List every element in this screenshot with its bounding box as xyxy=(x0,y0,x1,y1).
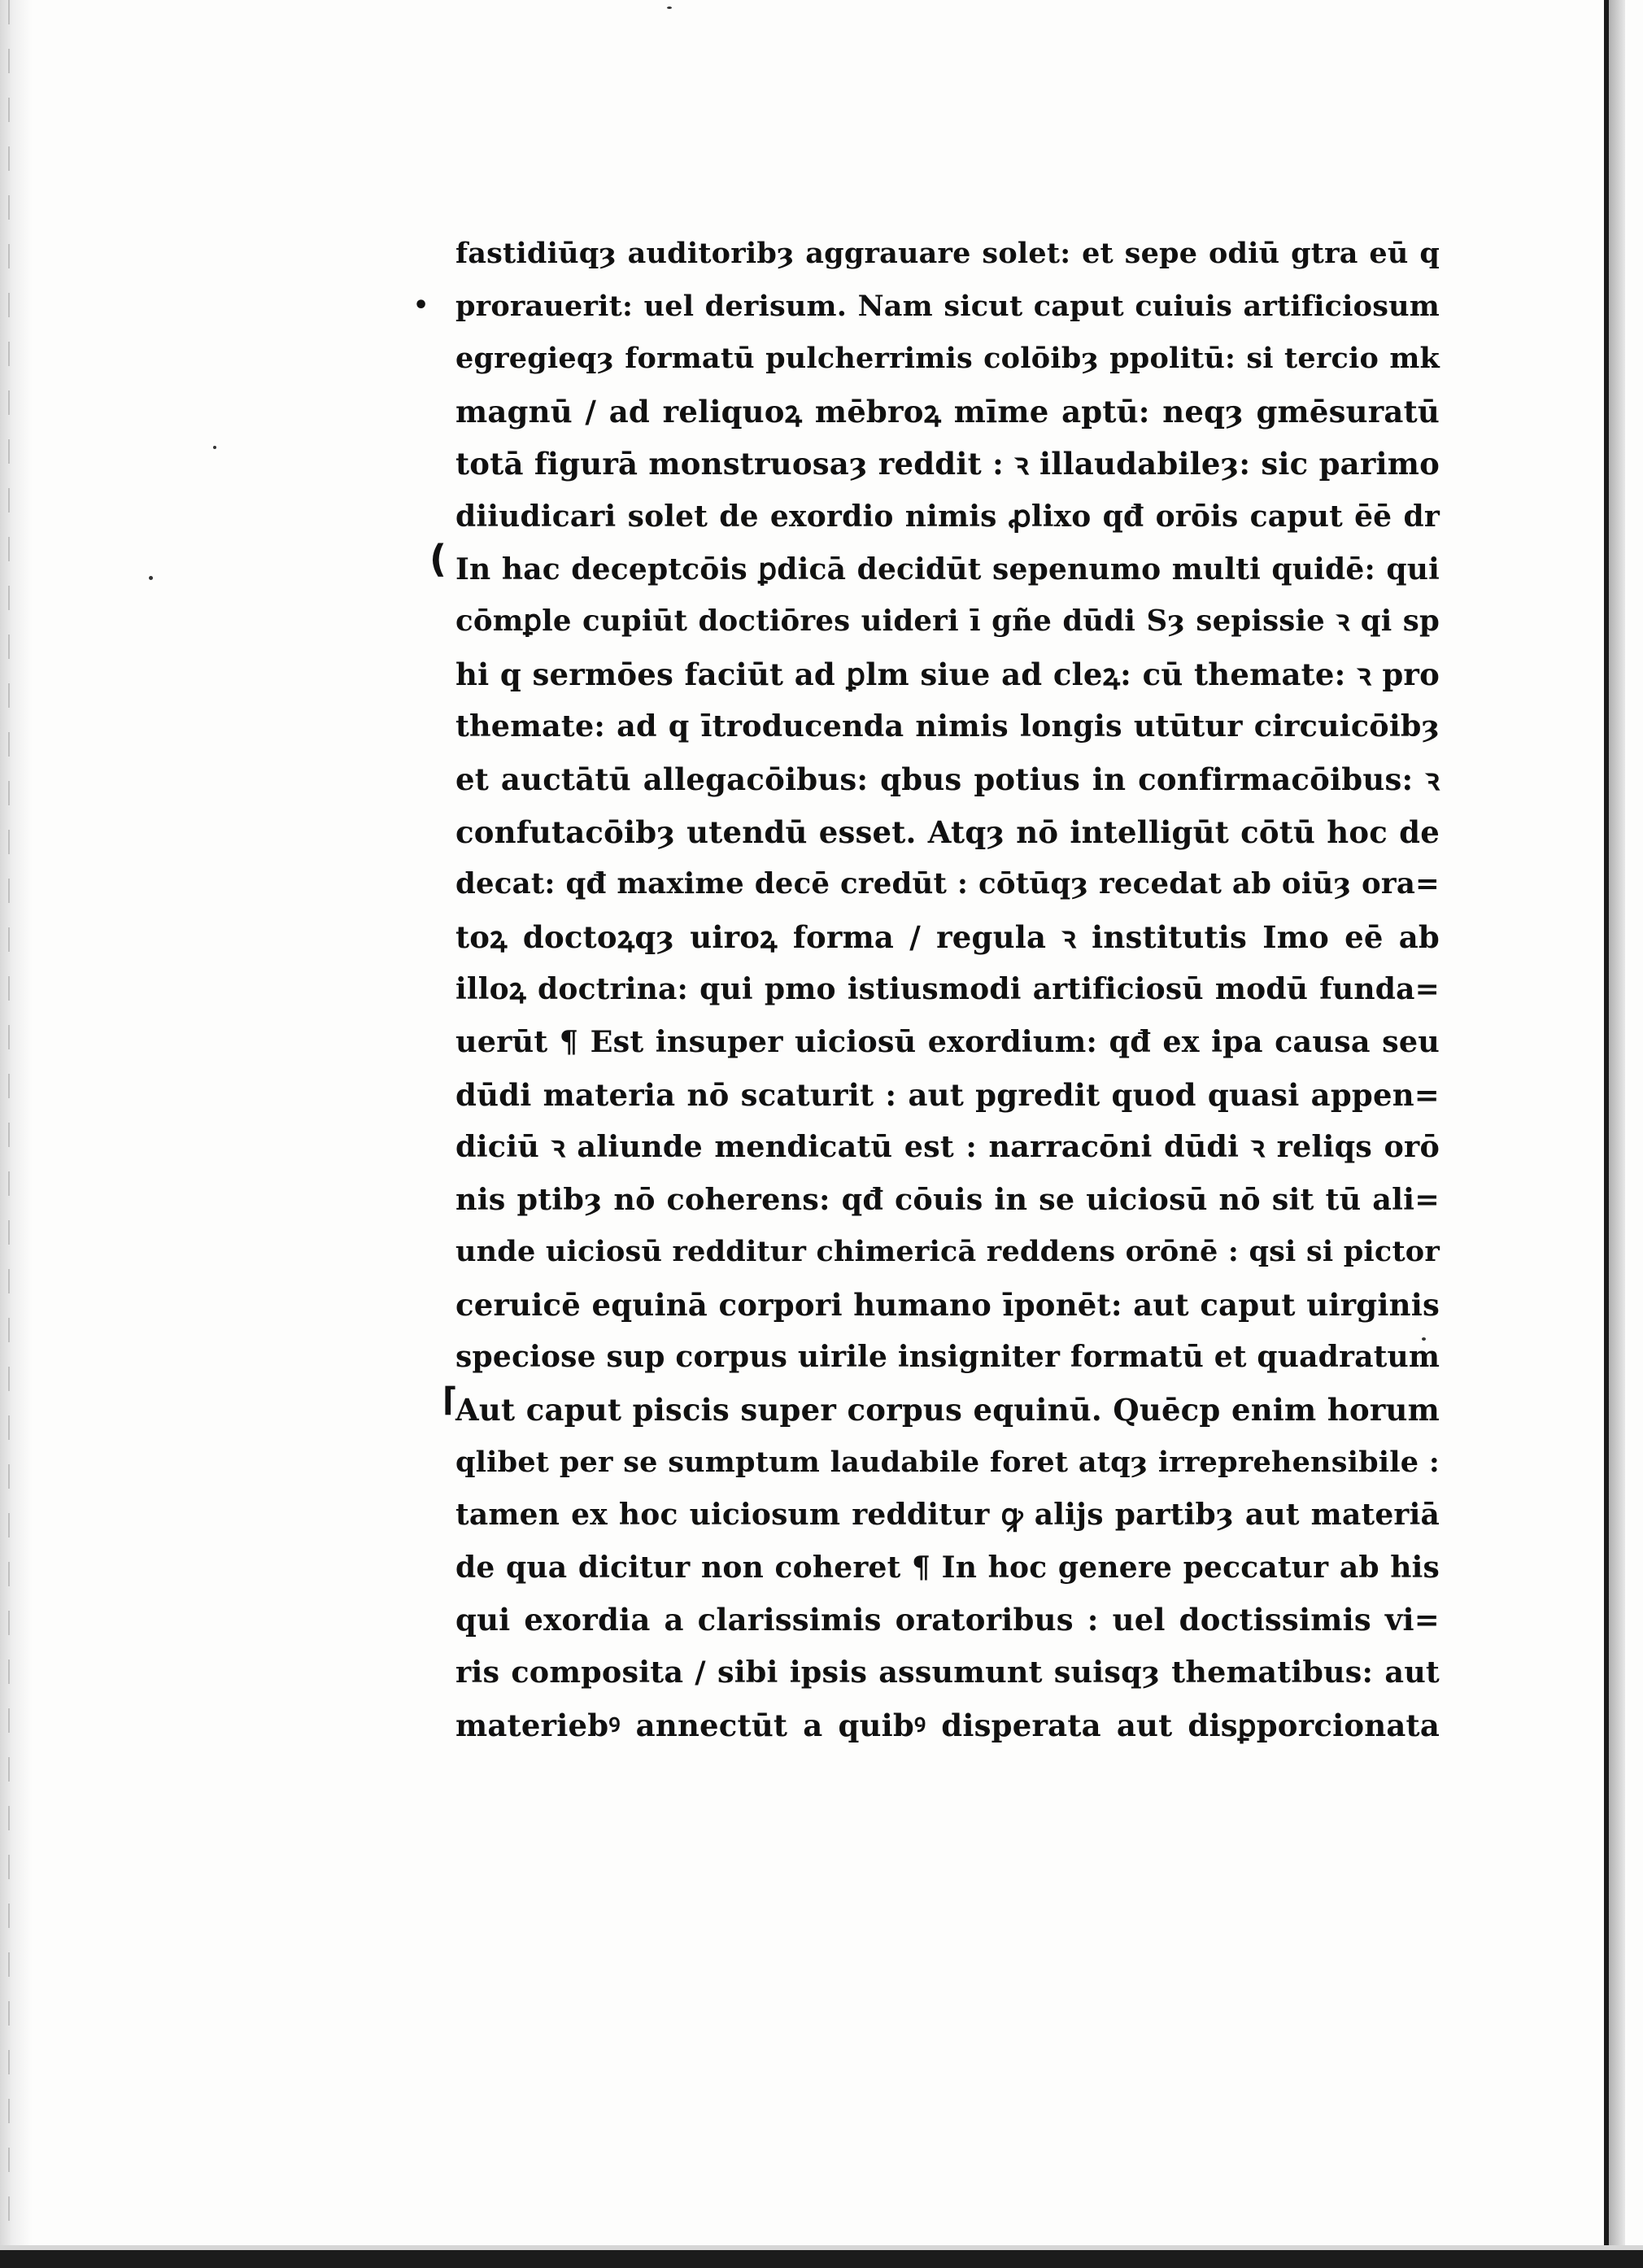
text-line: speciose sup corpus uirile insigniter formatū et quadratum xyxy=(455,1340,1440,1375)
ink-speck xyxy=(149,576,153,580)
text-line: materiebꝰ annectūt a quibꝰ disperata aut disꝑporcionata xyxy=(455,1707,1440,1743)
leaf-edge-shadow xyxy=(1609,0,1625,2257)
text-line: toꝝ doctoꝝqȝ uiroꝝ forma / regula ꝛ institutis Imo eē ab xyxy=(455,918,1440,955)
text-line: tamen ex hoc uiciosum redditur ꝙ alijs partibȝ aut materiā xyxy=(455,1498,1440,1533)
text-line: ris composita / sibi ipsis assumunt suisqȝ thematibus: aut xyxy=(455,1655,1440,1690)
text-line: de qua dicitur non coheret ¶ In hoc genere peccatur ab his xyxy=(455,1550,1440,1585)
margin-dot-mark: • xyxy=(413,291,429,320)
text-line: Aut caput piscis super corpus equinū. Quēcp enim horum xyxy=(455,1392,1440,1428)
text-line: decat: qđ maxime decē credūt : cōtūqȝ recedat ab oiūȝ ora= xyxy=(455,867,1440,901)
text-line: themate: ad q ītroducenda nimis longis utūtur circuicōibȝ xyxy=(455,709,1440,744)
text-line: unde uiciosū redditur chimericā reddens orōnē : qsi si pictor xyxy=(455,1235,1440,1269)
text-line: diciū ꝛ aliunde mendicatū est : narracōni dūdi ꝛ reliqs orō xyxy=(455,1129,1440,1165)
text-line: confutacōibȝ utendū esset. Atqȝ nō intelligūt cōtū hoc de xyxy=(455,813,1440,850)
bottom-edge xyxy=(0,2250,1643,2268)
text-line: illoꝝ doctrina: qui pmo istiusmodi artificiosū modū funda= xyxy=(455,972,1440,1007)
text-line: egregieqȝ formatū pulcherrimis colōibȝ ppolitū: si tercio mk xyxy=(455,342,1440,376)
text-line: totā figurā monstruosaȝ reddit : ꝛ illaudabileȝ: sic parimo xyxy=(455,446,1440,482)
text-line: cōmꝑle cupiūt doctiōres uideri ī gñe dūdi Sȝ sepissie ꝛ qi sp xyxy=(455,604,1440,639)
text-line: et auctātū allegacōibus: qbus potius in confirmacōibus: ꝛ xyxy=(455,761,1440,797)
text-line: fastidiūqȝ auditoribȝ aggrauare solet: et sepe odiū gtra eū q xyxy=(455,237,1440,270)
text-line: In hac deceptcōis ꝑdicā decidūt sepenumo multi quidē: qui xyxy=(455,552,1440,587)
text-line: diiudicari solet de exordio nimis ꝓlixo qđ orōis caput ēē dr xyxy=(455,499,1440,534)
text-line: qui exordia a clarissimis oratoribus : uel doctissimis vi= xyxy=(455,1602,1440,1638)
text-line: nis ptibȝ nō coherens: qđ cōuis in se uiciosū nō sit tū ali= xyxy=(455,1181,1440,1217)
text-line: dūdi materia nō scaturit : aut pgredit quod quasi appen= xyxy=(455,1076,1440,1113)
paragraph-mark: ⌈ xyxy=(442,1381,458,1419)
text-line: qlibet per se sumptum laudabile foret atqȝ irreprehensibile : xyxy=(455,1445,1440,1479)
text-line: hi q sermōes faciūt ad ꝑlm siue ad cleꝝ: cū themate: ꝛ pro xyxy=(455,656,1440,692)
paragraph-mark: ( xyxy=(429,537,447,581)
text-line: ceruicē equinā corpori humano īponēt: aut caput uirginis xyxy=(455,1286,1440,1323)
text-line: prorauerit: uel derisum. Nam sicut caput cuiuis artificiosum xyxy=(455,289,1440,323)
ink-speck xyxy=(213,446,216,449)
ink-speck xyxy=(667,7,672,9)
text-line: magnū / ad reliquoꝝ mēbroꝝ mīme aptū: neqȝ gmēsuratū xyxy=(455,393,1440,430)
binding-edge xyxy=(0,0,33,2268)
text-column xyxy=(455,228,1440,1751)
text-line: uerūt ¶ Est insuper uiciosū exordium: qđ ex ipa causa seu xyxy=(455,1023,1440,1059)
